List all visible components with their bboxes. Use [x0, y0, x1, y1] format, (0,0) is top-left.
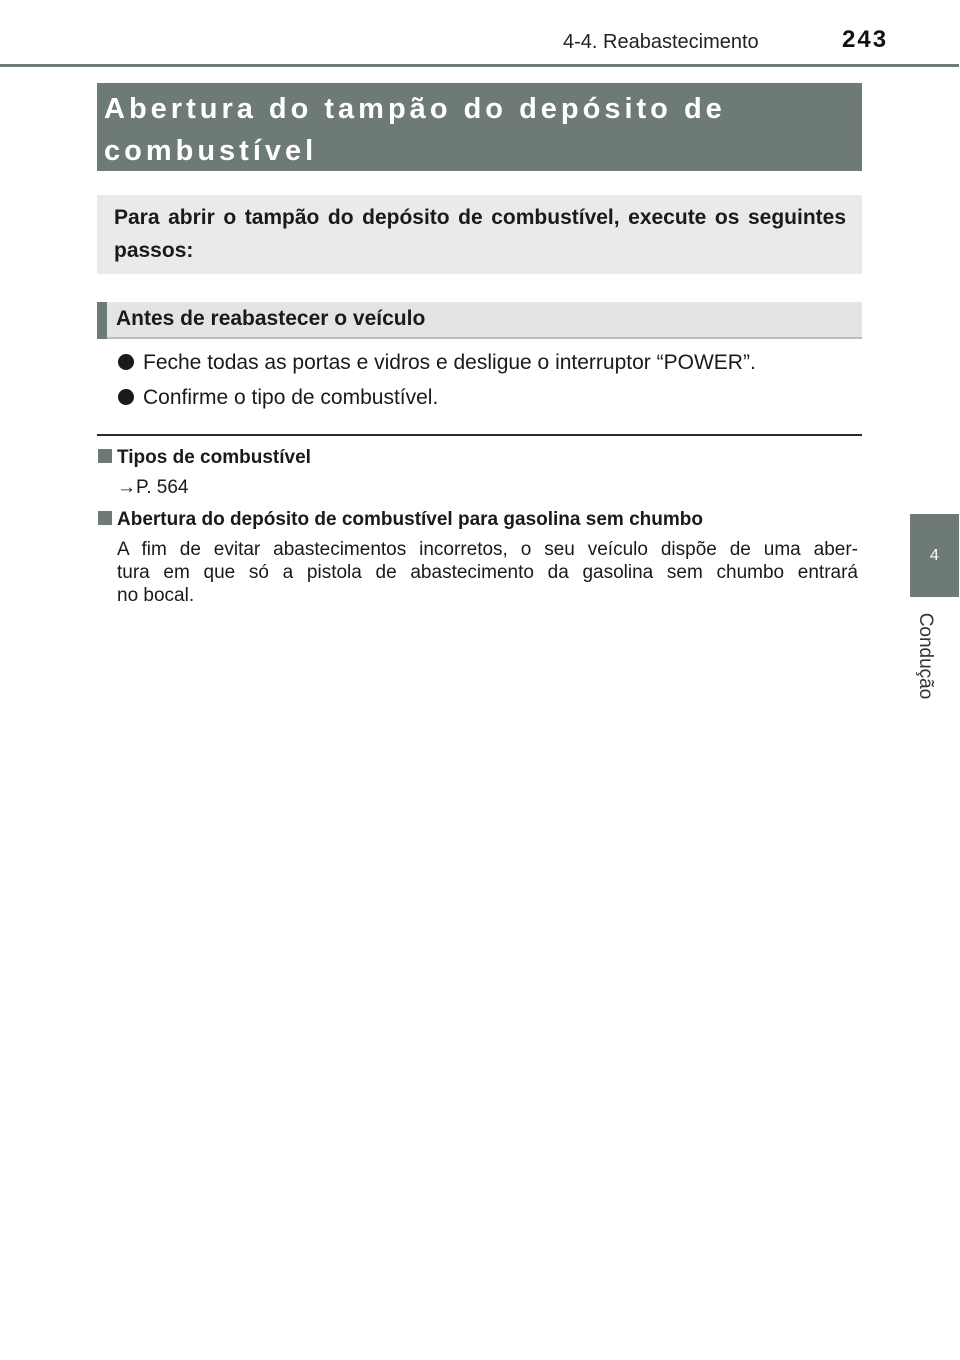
chapter-label	[900, 598, 949, 714]
header-rule	[0, 64, 959, 67]
chapter-name: Condução	[914, 612, 936, 700]
note-body-line: no bocal.	[117, 585, 195, 606]
note-body-line: tura em que só a pistola de abastecimento da gasolina sem chumbo entrará	[117, 562, 858, 583]
subheading-bar	[97, 302, 107, 339]
note-body	[117, 538, 858, 607]
header-section: 4-4. Reabastecimento	[563, 31, 759, 53]
note-body-line: A fim de evitar abastecimentos incorretos, o seu veículo dispõe de uma aber-	[117, 539, 858, 560]
page-number: 243	[842, 26, 889, 53]
note-heading	[98, 509, 703, 531]
page-title: Abertura do tampão do depósito de combustível	[104, 93, 726, 167]
bullet-dot-icon	[118, 389, 134, 405]
section-divider	[97, 434, 862, 436]
square-bullet-icon	[98, 449, 112, 463]
subheading: Antes de reabastecer o veículo	[116, 307, 426, 330]
intro-text: Para abrir o tampão do depósito de combustível, execute os seguintes passos:	[114, 206, 846, 262]
chapter-number: 4	[930, 546, 939, 564]
page-reference-link[interactable]: →P. 564	[117, 477, 189, 498]
bullet-dot-icon	[118, 354, 134, 370]
chapter-tab	[910, 514, 959, 597]
note-heading	[98, 447, 311, 469]
bullet-text: Feche todas as portas e vidros e desligue o interruptor “POWER”.	[143, 351, 756, 374]
note-heading-text: Tipos de combustível	[117, 447, 311, 468]
bullet-text: Confirme o tipo de combustível.	[143, 386, 439, 409]
square-bullet-icon	[98, 511, 112, 525]
note-heading-text: Abertura do depósito de combustível para gasolina sem chumbo	[117, 509, 703, 530]
bullet-item	[118, 386, 438, 410]
bullet-item	[118, 351, 756, 375]
